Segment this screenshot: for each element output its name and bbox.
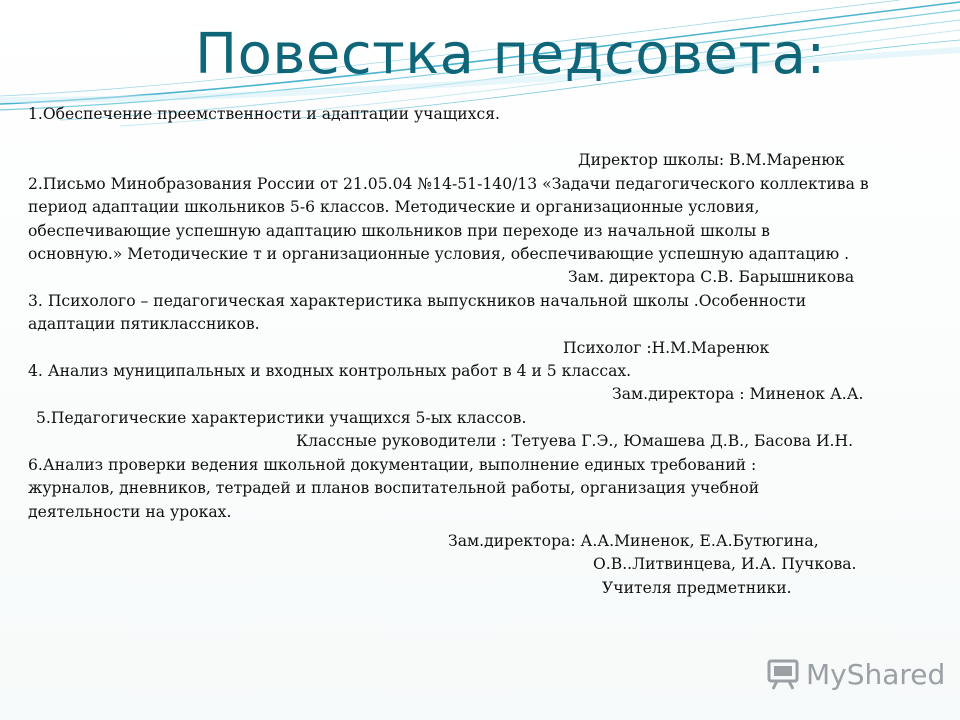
agenda-item-2-line-2: период адаптации школьников 5-6 классов. Методические и организационные условия, <box>28 198 760 217</box>
agenda-item-6-line-3: деятельности на уроках. <box>28 502 232 521</box>
agenda-item-3-line-1: 3. Психолого – педагогическая характеристика выпускников начальной школы .Особенности <box>28 291 807 310</box>
watermark-text: MyShared <box>806 657 946 691</box>
slide-title: Повестка педсовета: <box>195 22 826 87</box>
agenda-item-1-responsible: Директор школы: В.М.Маренюк <box>578 151 845 170</box>
agenda-item-5: 5.Педагогические характеристики учащихся 5-ых классов. <box>36 408 527 427</box>
agenda-body <box>28 103 940 600</box>
agenda-item-6-line-2: журналов, дневников, тетрадей и планов воспитательной работы, организация учебной <box>28 479 760 498</box>
agenda-item-6-responsible-3: Учителя предметники. <box>602 578 792 597</box>
agenda-item-4: 4. Анализ муниципальных и входных контрольных работ в 4 и 5 классах. <box>28 362 632 381</box>
agenda-item-2-line-3: обеспечивающие успешную адаптацию школьников при переходе из начальной школы в <box>28 221 770 240</box>
agenda-item-3-line-2: адаптации пятиклассников. <box>28 315 260 334</box>
agenda-item-2-responsible: Зам. директора С.В. Барышникова <box>568 268 855 287</box>
projector-screen-icon <box>766 657 800 691</box>
agenda-item-6-responsible-1: Зам.директора: А.А.Миненок, Е.А.Бутюгина, <box>448 531 819 550</box>
agenda-item-6-line-1: 6.Анализ проверки ведения школьной документации, выполнение единых требований : <box>28 455 757 474</box>
watermark-logo <box>766 654 945 694</box>
agenda-item-3-responsible: Психолог :Н.М.Маренюк <box>563 338 770 357</box>
agenda-item-4-responsible: Зам.директора : Миненок А.А. <box>612 385 864 404</box>
agenda-item-5-responsible: Классные руководители : Тетуева Г.Э., Юмашева Д.В., Басова И.Н. <box>296 432 854 451</box>
agenda-item-6-responsible-2: О.В..Литвинцева, И.А. Пучкова. <box>593 555 857 574</box>
agenda-item-1: 1.Обеспечение преемственности и адаптации учащихся. <box>28 105 500 123</box>
agenda-item-2-line-1: 2.Письмо Минобразования России от 21.05.04 №14-51-140/13 «Задачи педагогического коллектива в <box>28 174 869 193</box>
agenda-item-2-line-4: основную.» Методические т и организационные условия, обеспечивающие успешную адаптацию . <box>28 245 850 264</box>
